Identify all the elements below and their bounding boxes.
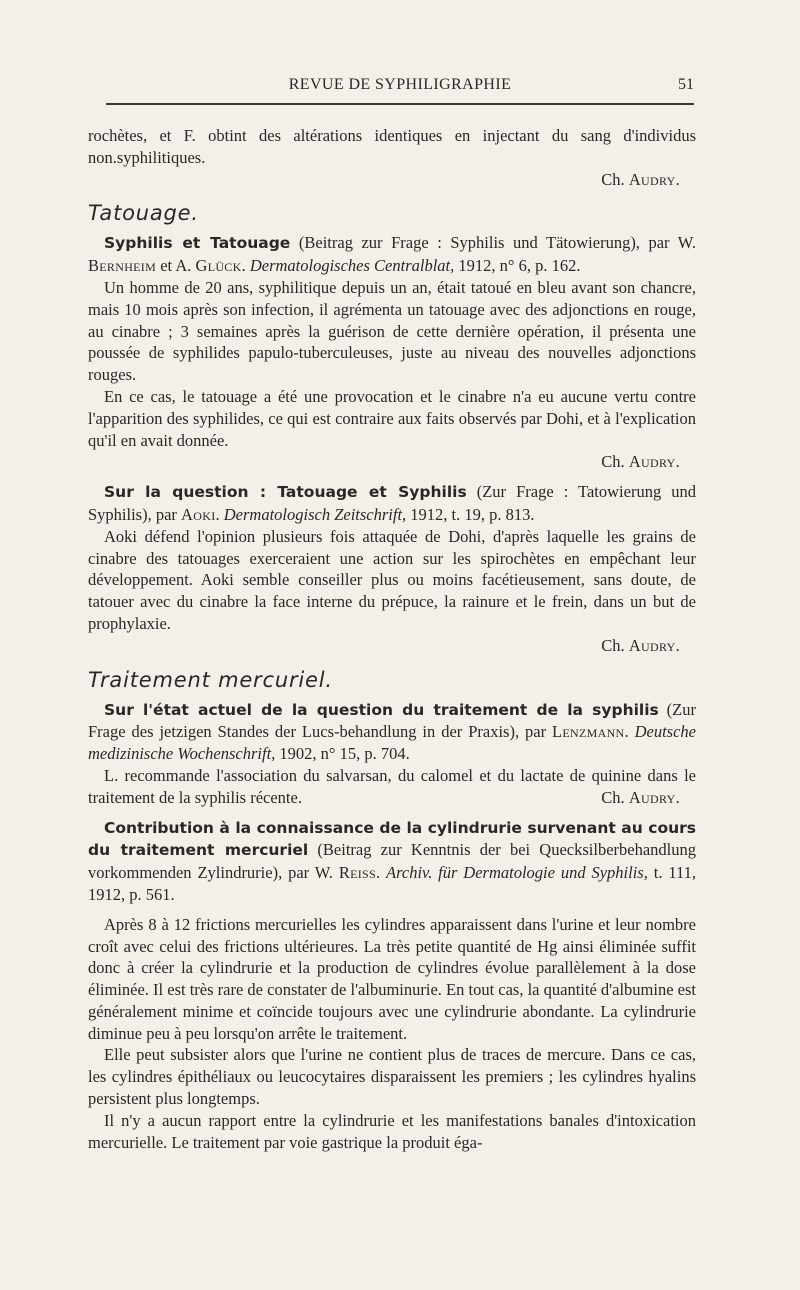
page-content bbox=[88, 125, 696, 1153]
reference-text: (Zur Frage des jetzigen Standes der Lucs-behandlung in der Praxis), par bbox=[88, 699, 696, 742]
signature-name: Audry. bbox=[628, 635, 680, 655]
page-number: 51 bbox=[678, 76, 694, 93]
body-paragraph: En ce cas, le tatouage a été une provocation et le cinabre n'a eu aucune vertu contre l'apparition des syphilides, ce qui est contraire aux faits observés par Dohi, et à l'explication qu'il en avait donnée. bbox=[88, 386, 696, 450]
reference-text: . bbox=[376, 863, 387, 883]
entry-title: Syphilis et Tatouage bbox=[104, 234, 291, 253]
entry-title: Sur la question : Tatouage et Syphilis bbox=[104, 483, 467, 502]
reference-text: t. 111, 1912, p. 561. bbox=[88, 863, 696, 904]
signature bbox=[88, 451, 696, 473]
signature bbox=[585, 787, 696, 809]
signature bbox=[88, 169, 696, 191]
journal-name: Dermatologisches Centralblat, bbox=[249, 256, 455, 276]
entry-reference bbox=[88, 817, 696, 906]
author-name: Reiss bbox=[338, 863, 376, 883]
reference-text: 1902, n° 15, p. 704. bbox=[275, 744, 410, 764]
signature-prefix: Ch. bbox=[601, 452, 629, 472]
body-paragraph: Il n'y a aucun rapport entre la cylindrurie et les manifestations banales d'intoxication mercurielle. Le traitement par voie gastrique la produit éga- bbox=[88, 1110, 696, 1152]
reference-text: (Beitrag zur Frage : Syphilis und Tätowierung), par W. bbox=[290, 233, 696, 253]
body-paragraph: Aoki défend l'opinion plusieurs fois attaquée de Dohi, d'après laquelle les grains de cinabre des tatouages exerceraient une action sur les spirochètes en empêchant leur développement. Aoki semble conseiller plus ou moins facétieusement, sans doute, de tatouer avec du cinabre la face interne du prépuce, la rainure et le frein, dans un but de prophylaxie. bbox=[88, 526, 696, 633]
page-header bbox=[106, 70, 694, 104]
paragraph-gap bbox=[88, 906, 696, 914]
journal-name: Dermatologisch Zeitschrift, bbox=[223, 504, 407, 524]
section-heading-traitement: Traitement mercuriel. bbox=[88, 667, 333, 692]
entry-question-tatouage bbox=[88, 481, 696, 656]
author-name: Glück bbox=[195, 256, 242, 276]
signature-name: Audry. bbox=[628, 452, 680, 472]
body-paragraph: Après 8 à 12 frictions mercurielles les cylindres apparaissent dans l'urine et leur nombre croît avec celui des frictions ultérieures. La très petite quantité de Hg ainsi éliminée suffit donc à créer la cylindrurie et la production de cylindres évolue parallèlement à la dose éliminée. Il est très rare de constater de l'albuminurie. En tout cas, la quantité d'albumine est généralement minime et coïncide toujours avec une cylindrurie abondante. La cylindrurie diminue peu à peu lorsqu'on arrête le traitement. bbox=[88, 914, 696, 1043]
reference-text: (Beitrag zur Kenntnis der bei Quecksilberbehandlung vorkommenden Zylindrurie), par W. bbox=[88, 840, 697, 883]
reference-text: 1912, n° 6, p. 162. bbox=[454, 256, 581, 276]
entry-syphilis-tatouage bbox=[88, 232, 696, 473]
reference-text: . bbox=[215, 504, 224, 524]
entry-reference bbox=[88, 232, 696, 277]
signature bbox=[88, 635, 696, 657]
entry-cylindrurie bbox=[88, 817, 696, 1154]
entry-reference bbox=[88, 699, 696, 765]
entry-title: Sur l'état actuel de la question du traitement de la syphilis bbox=[104, 700, 659, 719]
continuation-paragraph bbox=[88, 125, 696, 169]
entry-reference bbox=[88, 481, 696, 526]
running-title: REVUE DE SYPHILIGRAPHIE bbox=[288, 76, 512, 93]
body-text: L. recommande l'association du salvarsan, du calomel et du lactate de quinine dans le traitement de la syphilis récente. bbox=[88, 765, 696, 807]
section-heading-tatouage: Tatouage. bbox=[88, 201, 199, 226]
journal-name: Archiv. für Dermatologie und Syphilis, bbox=[386, 863, 648, 883]
reference-text: . bbox=[624, 722, 635, 742]
reference-text: 1912, t. 19, p. 813. bbox=[406, 504, 535, 524]
reference-text: et A. bbox=[156, 256, 196, 276]
body-paragraph bbox=[88, 765, 696, 809]
body-paragraph: Elle peut subsister alors que l'urine ne contient plus de traces de mercure. Dans ce cas, les cylindres épithéliaux ou leucocytaires disparaissent les premiers ; les cylindres hyalins persistent plus longtemps. bbox=[88, 1045, 696, 1109]
author-name: Lenzmann bbox=[552, 722, 625, 742]
entry-etat-actuel bbox=[88, 699, 696, 809]
header-rule bbox=[106, 103, 694, 105]
author-name: Aoki bbox=[181, 504, 216, 524]
author-name: Bernheim bbox=[88, 256, 157, 276]
body-paragraph: Un homme de 20 ans, syphilitique depuis un an, était tatoué en bleu avant son chancre, mais 10 mois après son infection, il agrémenta un tatouage avec des adjonctions en rouge, au cinabre ; 3 semaines après la guérison de cette dernière opération, il présenta une poussée de syphilides papulo-tuberculeuses, juste au niveau des nouvelles adjonctions rouges. bbox=[88, 277, 696, 385]
continuation-text: rochètes, et F. obtint des altérations identiques en injectant du sang d'individus non.syphilitiques. bbox=[88, 126, 696, 167]
journal-name: Deutsche medizinische Wochenschrift, bbox=[88, 722, 697, 764]
signature-prefix: Ch. bbox=[601, 169, 629, 189]
reference-text: . bbox=[241, 256, 250, 276]
reference-text: (Zur Frage : Tatowierung und Syphilis), par bbox=[88, 482, 696, 524]
signature-name: Audry. bbox=[628, 169, 680, 189]
entry-title: Contribution à la connaissance de la cylindrurie survenant au cours du traitement mercuriel bbox=[88, 818, 696, 860]
signature-prefix: Ch. bbox=[601, 635, 629, 655]
signature-name: Audry. bbox=[628, 787, 680, 807]
signature-prefix: Ch. bbox=[601, 787, 629, 807]
